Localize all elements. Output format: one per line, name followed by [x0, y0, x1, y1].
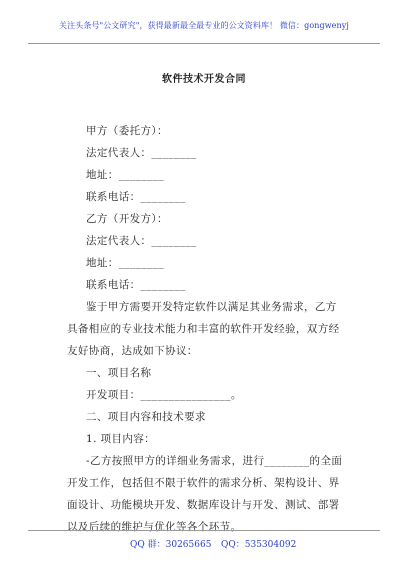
qq-group-number: QQ 群：30265665 — [130, 540, 212, 550]
header-divider — [28, 43, 380, 44]
preamble-line: 鉴于甲方需要开发特定软件以满足其业务需求，乙方 — [86, 301, 337, 313]
subsection-heading: 1. 项目内容： — [86, 433, 156, 445]
content-line: -乙方按照甲方的详细业务需求，进行________的全面 — [86, 455, 343, 467]
footer-divider — [28, 530, 380, 531]
content-line: 开发工作，包括但不限于软件的需求分析、架构设计、界 — [67, 477, 340, 489]
section-heading-content: 二、项目内容和技术要求 — [86, 411, 206, 423]
party-a-phone: 联系电话：________ — [86, 191, 186, 203]
party-b-address: 地址：________ — [86, 257, 164, 269]
document-title: 软件技术开发合同 — [162, 74, 246, 85]
party-a-address: 地址：________ — [86, 169, 164, 181]
party-b-representative: 法定代表人：________ — [86, 235, 197, 247]
project-name-field: 开发项目：________________。 — [86, 389, 242, 401]
preamble-line: 具备相应的专业技术能力和丰富的软件开发经验，双方经 — [67, 323, 340, 335]
content-line: 面设计、功能模块开发、数据库设计与开发、测试、部署 — [67, 499, 340, 511]
party-b-label: 乙方（开发方）： — [86, 213, 168, 225]
section-heading-project-name: 一、项目名称 — [86, 367, 152, 379]
qq-contact-number: QQ：535304092 — [221, 540, 297, 550]
preamble-line: 友好协商，达成如下协议： — [67, 345, 198, 357]
header-banner[interactable]: 关注头条号"公文研究"，获得最新最全最专业的公文资料库！ 微信：gongwenyj — [59, 21, 349, 30]
party-b-phone: 联系电话：________ — [86, 279, 186, 291]
party-a-label: 甲方（委托方）： — [86, 125, 168, 137]
content-line: 以及后续的维护与优化等各个环节。 — [67, 521, 242, 533]
party-a-representative: 法定代表人：________ — [86, 147, 197, 159]
